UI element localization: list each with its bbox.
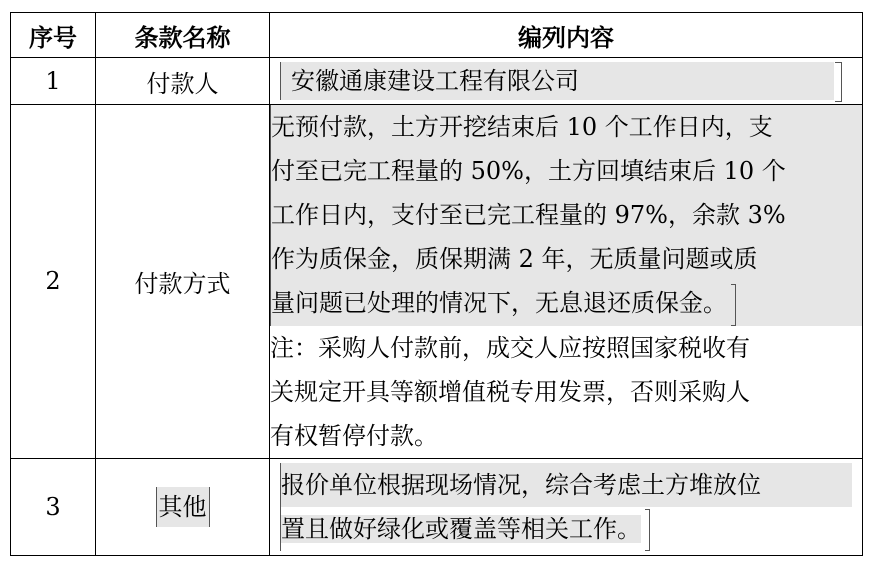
payment-line: 工作日内，支付至已完工程量的 97%，余款 3% <box>271 201 786 229</box>
header-seq: 序号 <box>11 13 96 58</box>
header-content: 编列内容 <box>270 13 863 58</box>
payer-field[interactable]: 安徽通康建设工程有限公司 <box>280 62 834 100</box>
content-cell <box>270 58 863 105</box>
clause-name-cell <box>96 458 270 556</box>
contract-terms-table <box>10 12 863 556</box>
table-row <box>11 58 863 105</box>
note-line: 有权暂停付款。 <box>270 421 438 450</box>
payment-method-field[interactable] <box>270 105 862 326</box>
row-number: 2 <box>11 105 96 459</box>
payment-line: 付至已完工程量的 50%，土方回填结束后 10 个 <box>271 157 786 185</box>
clause-name: 付款人 <box>96 58 270 105</box>
row-number: 3 <box>11 458 96 556</box>
table-row <box>11 458 863 556</box>
other-line: 报价单位根据现场情况，综合考虑土方堆放位 <box>281 470 761 499</box>
content-cell <box>270 458 863 556</box>
other-line: 置且做好绿化或覆盖等相关工作。 <box>281 507 852 552</box>
note-line: 关规定开具等额增值税专用发票，否则采购人 <box>270 377 750 406</box>
content-cell <box>270 105 863 459</box>
other-terms-field[interactable] <box>280 463 852 552</box>
note-line: 注：采购人付款前，成交人应按照国家税收有 <box>270 333 750 362</box>
payment-line: 量问题已处理的情况下，无息退还质保金。 <box>271 281 862 326</box>
field-end-bracket <box>731 284 736 326</box>
field-end-bracket <box>645 509 650 551</box>
payment-line: 作为质保金，质保期满 2 年，无质量问题或质 <box>271 245 758 273</box>
header-clause-name: 条款名称 <box>96 13 270 58</box>
header-row <box>11 13 863 58</box>
table-row <box>11 105 863 459</box>
payment-line: 无预付款，土方开挖结束后 10 个工作日内，支 <box>271 113 773 141</box>
clause-name: 付款方式 <box>96 105 270 459</box>
row-number: 1 <box>11 58 96 105</box>
clause-name-field[interactable]: 其他 <box>156 487 210 527</box>
